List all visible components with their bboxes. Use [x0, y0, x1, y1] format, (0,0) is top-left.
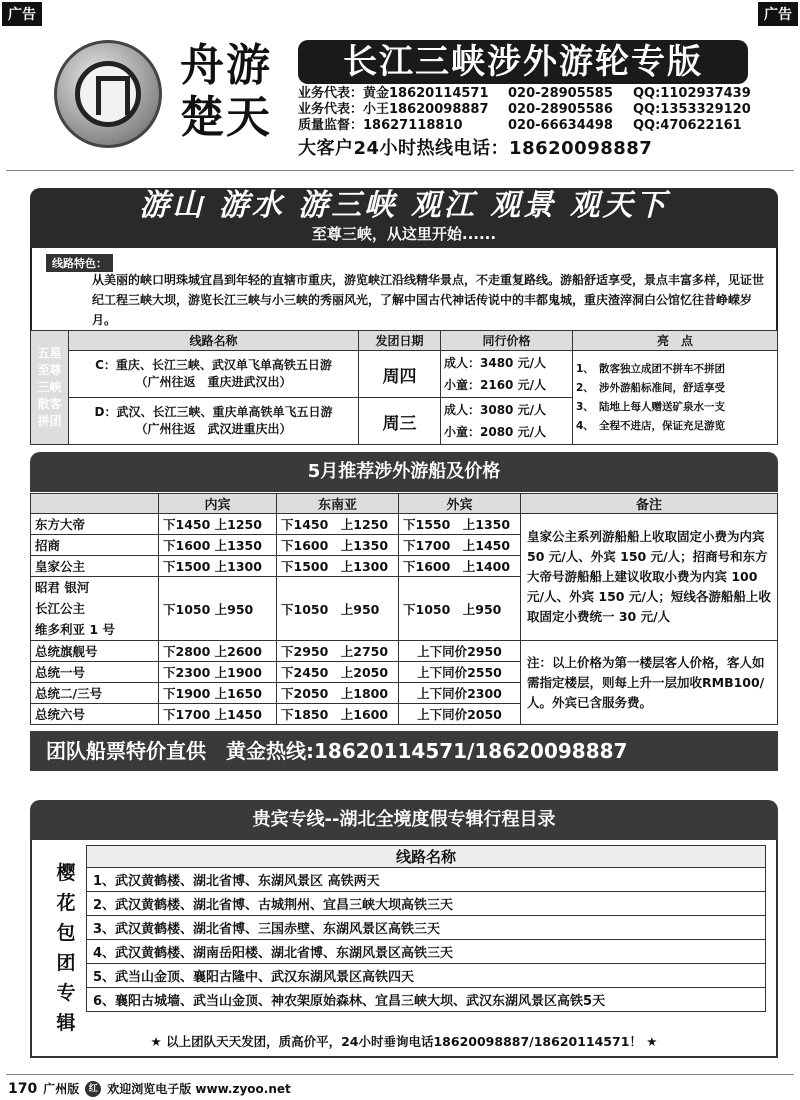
price-foreign: 上下同价2050 — [399, 704, 521, 725]
ship-row — [31, 641, 778, 662]
edition-label: 广州版 — [43, 1082, 80, 1096]
contact-row — [298, 86, 758, 102]
contact-phone: 020-28905586 — [508, 102, 613, 117]
route-header-row — [31, 331, 778, 351]
route-name — [69, 398, 359, 445]
brand-name — [180, 40, 272, 144]
route-table — [30, 330, 778, 445]
logo-emblem-icon — [75, 61, 141, 127]
col-domestic: 内宾 — [159, 494, 277, 514]
ship-name-group — [31, 577, 159, 641]
price-sea: 下1500 上1300 — [277, 556, 399, 577]
route-name — [69, 351, 359, 398]
price-domestic: 下2800 上2600 — [159, 641, 277, 662]
route-price — [441, 351, 573, 398]
contact-qq: QQ:1102937439 — [633, 86, 751, 101]
brand-logo — [54, 40, 162, 148]
itinerary-item: 6、襄阳古城墙、武当山金顶、神农架原始森林、宜昌三峡大坝、武汉东湖风景区高铁5天 — [87, 988, 766, 1012]
price-foreign: 上下同价2300 — [399, 683, 521, 704]
highlight-item: 4、 全程不进店，保证充足游览 — [576, 419, 726, 432]
sub-slogan: 至尊三峡，从这里开始...... — [311, 225, 497, 243]
col-foreign: 外宾 — [399, 494, 521, 514]
itinerary-item: 1、武汉黄鹤楼、湖北省博、东湖风景区 高铁两天 — [87, 868, 766, 892]
side-label-line: 五星 — [37, 346, 62, 360]
ad-tag-right: 广告 — [758, 2, 798, 26]
price-foreign: 上下同价2950 — [399, 641, 521, 662]
price-sea: 下2450 上2050 — [277, 662, 399, 683]
price-foreign: 下1550 上1350 — [399, 514, 521, 535]
side-label-line: 三峡 — [37, 380, 62, 394]
adult-price: 成人：3480 元/人 — [444, 356, 546, 370]
price-foreign: 下1050 上950 — [399, 577, 521, 641]
itinerary-table — [86, 845, 766, 1012]
brand-line-1: 舟游 — [180, 40, 272, 91]
route-day: 周四 — [359, 351, 441, 398]
highlights — [573, 351, 778, 445]
highlight-item: 3、 陆地上每人赠送矿泉水一支 — [576, 400, 726, 413]
price-sea: 下1450 上1250 — [277, 514, 399, 535]
price-domestic: 下2300 上1900 — [159, 662, 277, 683]
page-title: 长江三峡涉外游轮专版 — [298, 40, 748, 84]
itinerary-item: 2、武汉黄鹤楼、湖北省博、古城荆州、宜昌三峡大坝高铁三天 — [87, 892, 766, 916]
contact-phone: 020-66634498 — [508, 118, 613, 133]
note-tips: 皇家公主系列游船船上收取固定小费为内宾 50 元/人、外宾 150 元/人；招商号和东方大帝号游船船上建议收取小费为内宾 100 元/人、外宾 150 元/人；短线各游船船上收取固定小费统一 30 元/人 — [521, 514, 778, 641]
price-sea: 下2950 上2750 — [277, 641, 399, 662]
price-domestic: 下1500 上1300 — [159, 556, 277, 577]
price-domestic: 下1700 上1450 — [159, 704, 277, 725]
edition-badge-icon: 红 — [85, 1081, 101, 1097]
hotline: 大客户24小时热线电话：18620098887 — [298, 138, 653, 159]
contact-label: 业务代表：黄金18620114571 — [298, 86, 489, 101]
ship-name: 长江公主 — [35, 601, 86, 616]
vertical-char: 专 — [56, 982, 76, 1004]
vertical-char: 花 — [56, 892, 76, 914]
price-sea: 下1600 上1350 — [277, 535, 399, 556]
ship-row — [31, 514, 778, 535]
ship-name: 昭君 银河 — [35, 580, 90, 595]
ship-name: 招商 — [31, 535, 159, 556]
route-price — [441, 398, 573, 445]
slogan: 游山 游水 游三峡 观江 观景 观天下 — [139, 188, 669, 223]
ship-price-table — [30, 493, 778, 725]
ship-header-row — [31, 494, 778, 514]
vertical-label — [44, 858, 88, 1038]
ship-name: 总统六号 — [31, 704, 159, 725]
page-footer — [8, 1080, 291, 1097]
highlight-item: 2、 涉外游船标准间，舒适享受 — [576, 381, 726, 394]
brand-line-2: 楚天 — [180, 92, 272, 143]
route-row — [31, 351, 778, 398]
itinerary-item: 5、武当山金顶、襄阳古隆中、武汉东湖风景区高铁四天 — [87, 964, 766, 988]
contact-row — [298, 118, 758, 134]
price-domestic: 下1900 上1650 — [159, 683, 277, 704]
ship-name: 东方大帝 — [31, 514, 159, 535]
child-price: 小童：2080 元/人 — [444, 425, 546, 439]
highlight-item: 1、 散客独立成团不拼车不拼团 — [576, 362, 726, 375]
col-notes: 备注 — [521, 494, 778, 514]
col-sea: 东南亚 — [277, 494, 399, 514]
col-date: 发团日期 — [359, 331, 441, 351]
price-domestic: 下1050 上950 — [159, 577, 277, 641]
col-ship — [31, 494, 159, 514]
side-label-line: 散客 — [37, 397, 62, 411]
price-foreign: 下1600 上1400 — [399, 556, 521, 577]
route-sub: （广州往返 重庆进武汉出） — [135, 375, 292, 389]
price-sea: 下1850 上1600 — [277, 704, 399, 725]
adult-price: 成人：3080 元/人 — [444, 403, 546, 417]
ship-name: 总统一号 — [31, 662, 159, 683]
ship-name: 维多利亚 1 号 — [35, 622, 115, 637]
price-foreign: 上下同价2550 — [399, 662, 521, 683]
ad-tag-left: 广告 — [2, 2, 42, 26]
price-domestic: 下1600 上1350 — [159, 535, 277, 556]
col-highlight: 亮 点 — [573, 331, 778, 351]
divider — [6, 170, 794, 171]
route-sub: （广州往返 武汉进重庆出） — [135, 422, 292, 436]
ship-name: 总统旗舰号 — [31, 641, 159, 662]
route-title: C：重庆、长江三峡、武汉单飞单高铁五日游 — [95, 358, 332, 372]
col-route: 线路名称 — [69, 331, 359, 351]
route-title: D：武汉、长江三峡、重庆单高铁单飞五日游 — [94, 405, 333, 419]
side-label — [31, 331, 69, 445]
vertical-char: 辑 — [56, 1012, 76, 1034]
divider — [6, 1074, 794, 1075]
itinerary-item: 4、武汉黄鹤楼、湖南岳阳楼、湖北省博、东湖风景区高铁三天 — [87, 940, 766, 964]
contact-list — [298, 86, 758, 134]
contact-label: 质量监督：18627118810 — [298, 118, 463, 133]
website-link[interactable]: 欢迎浏览电子版 www.zyoo.net — [107, 1082, 291, 1096]
section1-banner — [30, 188, 778, 248]
contact-phone: 020-28905585 — [508, 86, 613, 101]
page-number: 170 — [8, 1080, 38, 1097]
col-price: 同行价格 — [441, 331, 573, 351]
vertical-char: 包 — [56, 922, 76, 944]
feature-text: 从美丽的峡口明珠城宜昌到年轻的直辖市重庆，游览峡江沿线精华景点，不走重复路线。游船舒适享受，景点丰富多样，见证世纪工程三峡大坝，游览长江三峡与小三峡的秀丽风光，了解中国古代神话传说中的丰都鬼城，重庆渣滓洞白公馆忆往昔峥嵘岁月。 — [92, 273, 765, 327]
price-foreign: 下1700 上1450 — [399, 535, 521, 556]
vertical-char: 樱 — [56, 862, 76, 884]
feature-box — [30, 248, 778, 332]
ship-name: 总统二/三号 — [31, 683, 159, 704]
ship-name: 皇家公主 — [31, 556, 159, 577]
note-floor: 注：以上价格为第一楼层客人价格，客人如需指定楼层，则每上升一层加收RMB100/人。外宾已含服务费。 — [521, 641, 778, 725]
contact-qq: QQ:470622161 — [633, 118, 742, 133]
price-sea: 下2050 上1800 — [277, 683, 399, 704]
vertical-char: 团 — [56, 952, 76, 974]
side-label-line: 至尊 — [37, 363, 62, 377]
section3-footer-note: ★ 以上团队天天发团，质高价平，24小时垂询电话18620098887/18620114571！ ★ — [150, 1034, 658, 1049]
route-day: 周三 — [359, 398, 441, 445]
contact-qq: QQ:1353329120 — [633, 102, 751, 117]
price-domestic: 下1450 上1250 — [159, 514, 277, 535]
price-sea: 下1050 上950 — [277, 577, 399, 641]
section2-title: 5月推荐涉外游船及价格 — [30, 452, 778, 492]
feature-label: 线路特色： — [46, 254, 113, 272]
section3-title: 贵宾专线--湖北全境度假专辑行程目录 — [30, 800, 778, 840]
side-label-line: 拼团 — [37, 414, 62, 428]
group-ticket-bar: 团队船票特价直供 黄金热线:18620114571/18620098887 — [30, 731, 778, 771]
child-price: 小童：2160 元/人 — [444, 378, 546, 392]
contact-label: 业务代表：小王18620098887 — [298, 102, 489, 117]
contact-row — [298, 102, 758, 118]
itinerary-item: 3、武汉黄鹤楼、湖北省博、三国赤壁、东湖风景区高铁三天 — [87, 916, 766, 940]
itinerary-header: 线路名称 — [87, 846, 766, 868]
